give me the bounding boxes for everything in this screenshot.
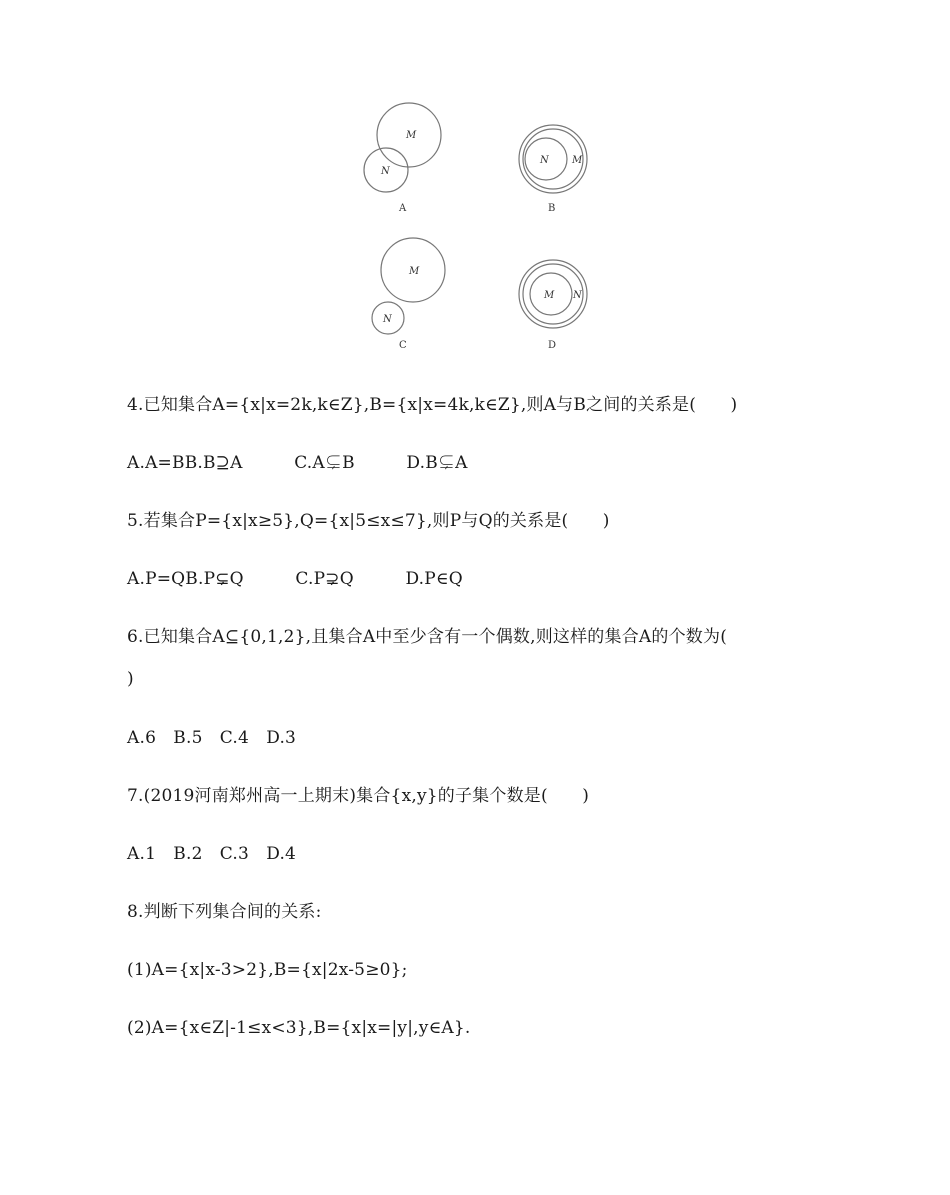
venn-figure [350,90,600,360]
question-8-part-2: (2)A={x∈Z|-1≤x<3},B={x|x=|y|,y∈A}. [127,1018,471,1038]
label-n: N [381,166,390,177]
label-m: M [572,155,583,166]
panel-label: C [399,340,407,351]
question-8-part-1: (1)A={x|x-3>2},B={x|2x-5≥0}; [127,960,408,980]
label-m: M [544,290,555,301]
question-4: 4.已知集合A={x|x=2k,k∈Z},B={x|x=4k,k∈Z},则A与B之间的关系是( ) [127,395,738,415]
label-n: N [540,155,549,166]
venn-panel-b [519,125,587,214]
panel-label: A [399,203,407,214]
question-8: 8.判断下列集合间的关系: [127,902,322,922]
question-7: 7.(2019河南郑州高一上期末)集合{x,y}的子集个数是( ) [127,786,590,806]
label-m: M [406,130,417,141]
label-m: M [409,266,420,277]
question-5: 5.若集合P={x|x≥5},Q={x|5≤x≤7},则P与Q的关系是( ) [127,511,610,531]
venn-panel-d [519,260,587,351]
question-6-options: A.6 B.5 C.4 D.3 [127,728,297,748]
question-6-continued: ) [127,669,134,689]
question-4-options: A.A=BB.B⊇A C.A⊊B D.B⊊A [127,453,468,473]
question-5-options: A.P=QB.P⊊Q C.P⊋Q D.P∈Q [127,569,463,589]
label-n: N [573,290,582,301]
panel-label: D [548,340,557,351]
question-7-options: A.1 B.2 C.3 D.4 [127,844,297,864]
venn-panel-a [364,103,441,214]
label-n: N [383,314,392,325]
question-6: 6.已知集合A⊆{0,1,2},且集合A中至少含有一个偶数,则这样的集合A的个数为( [127,627,728,647]
panel-label: B [548,203,556,214]
venn-panel-c [372,238,445,351]
